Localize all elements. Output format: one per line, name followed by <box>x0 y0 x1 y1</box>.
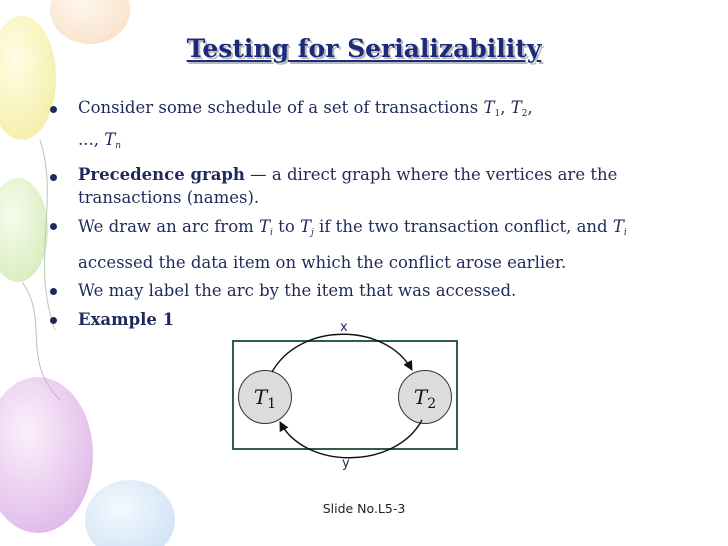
subscript: i <box>623 228 627 238</box>
balloon-green <box>0 178 48 282</box>
transaction-symbol: T <box>510 98 522 117</box>
arc-label-x: x <box>340 320 348 335</box>
transaction-symbol: T <box>612 217 624 236</box>
separator: , <box>527 98 533 117</box>
bullet-item <box>48 277 648 304</box>
arc-label-y: y <box>342 456 350 471</box>
bullet-text: We draw an arc from <box>78 217 260 236</box>
slide-title: Testing for Serializability <box>186 34 542 63</box>
subscript: n <box>115 141 122 151</box>
subscript: i <box>270 228 273 238</box>
subscript: j <box>311 228 314 238</box>
bullet-text: to <box>272 217 300 236</box>
bullet-item <box>48 306 648 333</box>
transaction-symbol: T <box>483 98 495 117</box>
bullet-item <box>48 95 648 159</box>
node-label: T <box>413 385 428 409</box>
bullet-text: We may label the arc by the item that was accessed. <box>78 281 517 300</box>
term-precedence-graph: Precedence graph <box>78 165 245 184</box>
transaction-symbol: T <box>104 130 116 149</box>
bullet-list <box>48 95 648 333</box>
transaction-symbol: T <box>259 217 271 236</box>
node-label: T <box>253 385 268 409</box>
example-label: Example 1 <box>78 310 175 329</box>
node-subscript: 1 <box>267 396 277 412</box>
bullet-continuation: ..., <box>78 130 105 149</box>
separator: , <box>500 98 511 117</box>
precedence-graph-frame <box>232 340 458 450</box>
bullet-item <box>48 163 648 209</box>
bullet-text: if the two transaction conflict, and <box>313 217 613 236</box>
slide-number: Slide No.L5-3 <box>322 501 406 516</box>
subscript: 1 <box>494 109 501 119</box>
subscript: 2 <box>521 109 528 119</box>
bullet-text: accessed the data item on which the conflict arose earlier. <box>78 253 567 272</box>
bullet-text: Consider some schedule of a set of transactions <box>78 98 484 117</box>
node-subscript: 2 <box>427 396 437 412</box>
bullet-item <box>48 212 648 277</box>
bullet-text: — a direct graph where the vertices are the transactions (names). <box>78 165 618 207</box>
transaction-symbol: T <box>300 217 312 236</box>
